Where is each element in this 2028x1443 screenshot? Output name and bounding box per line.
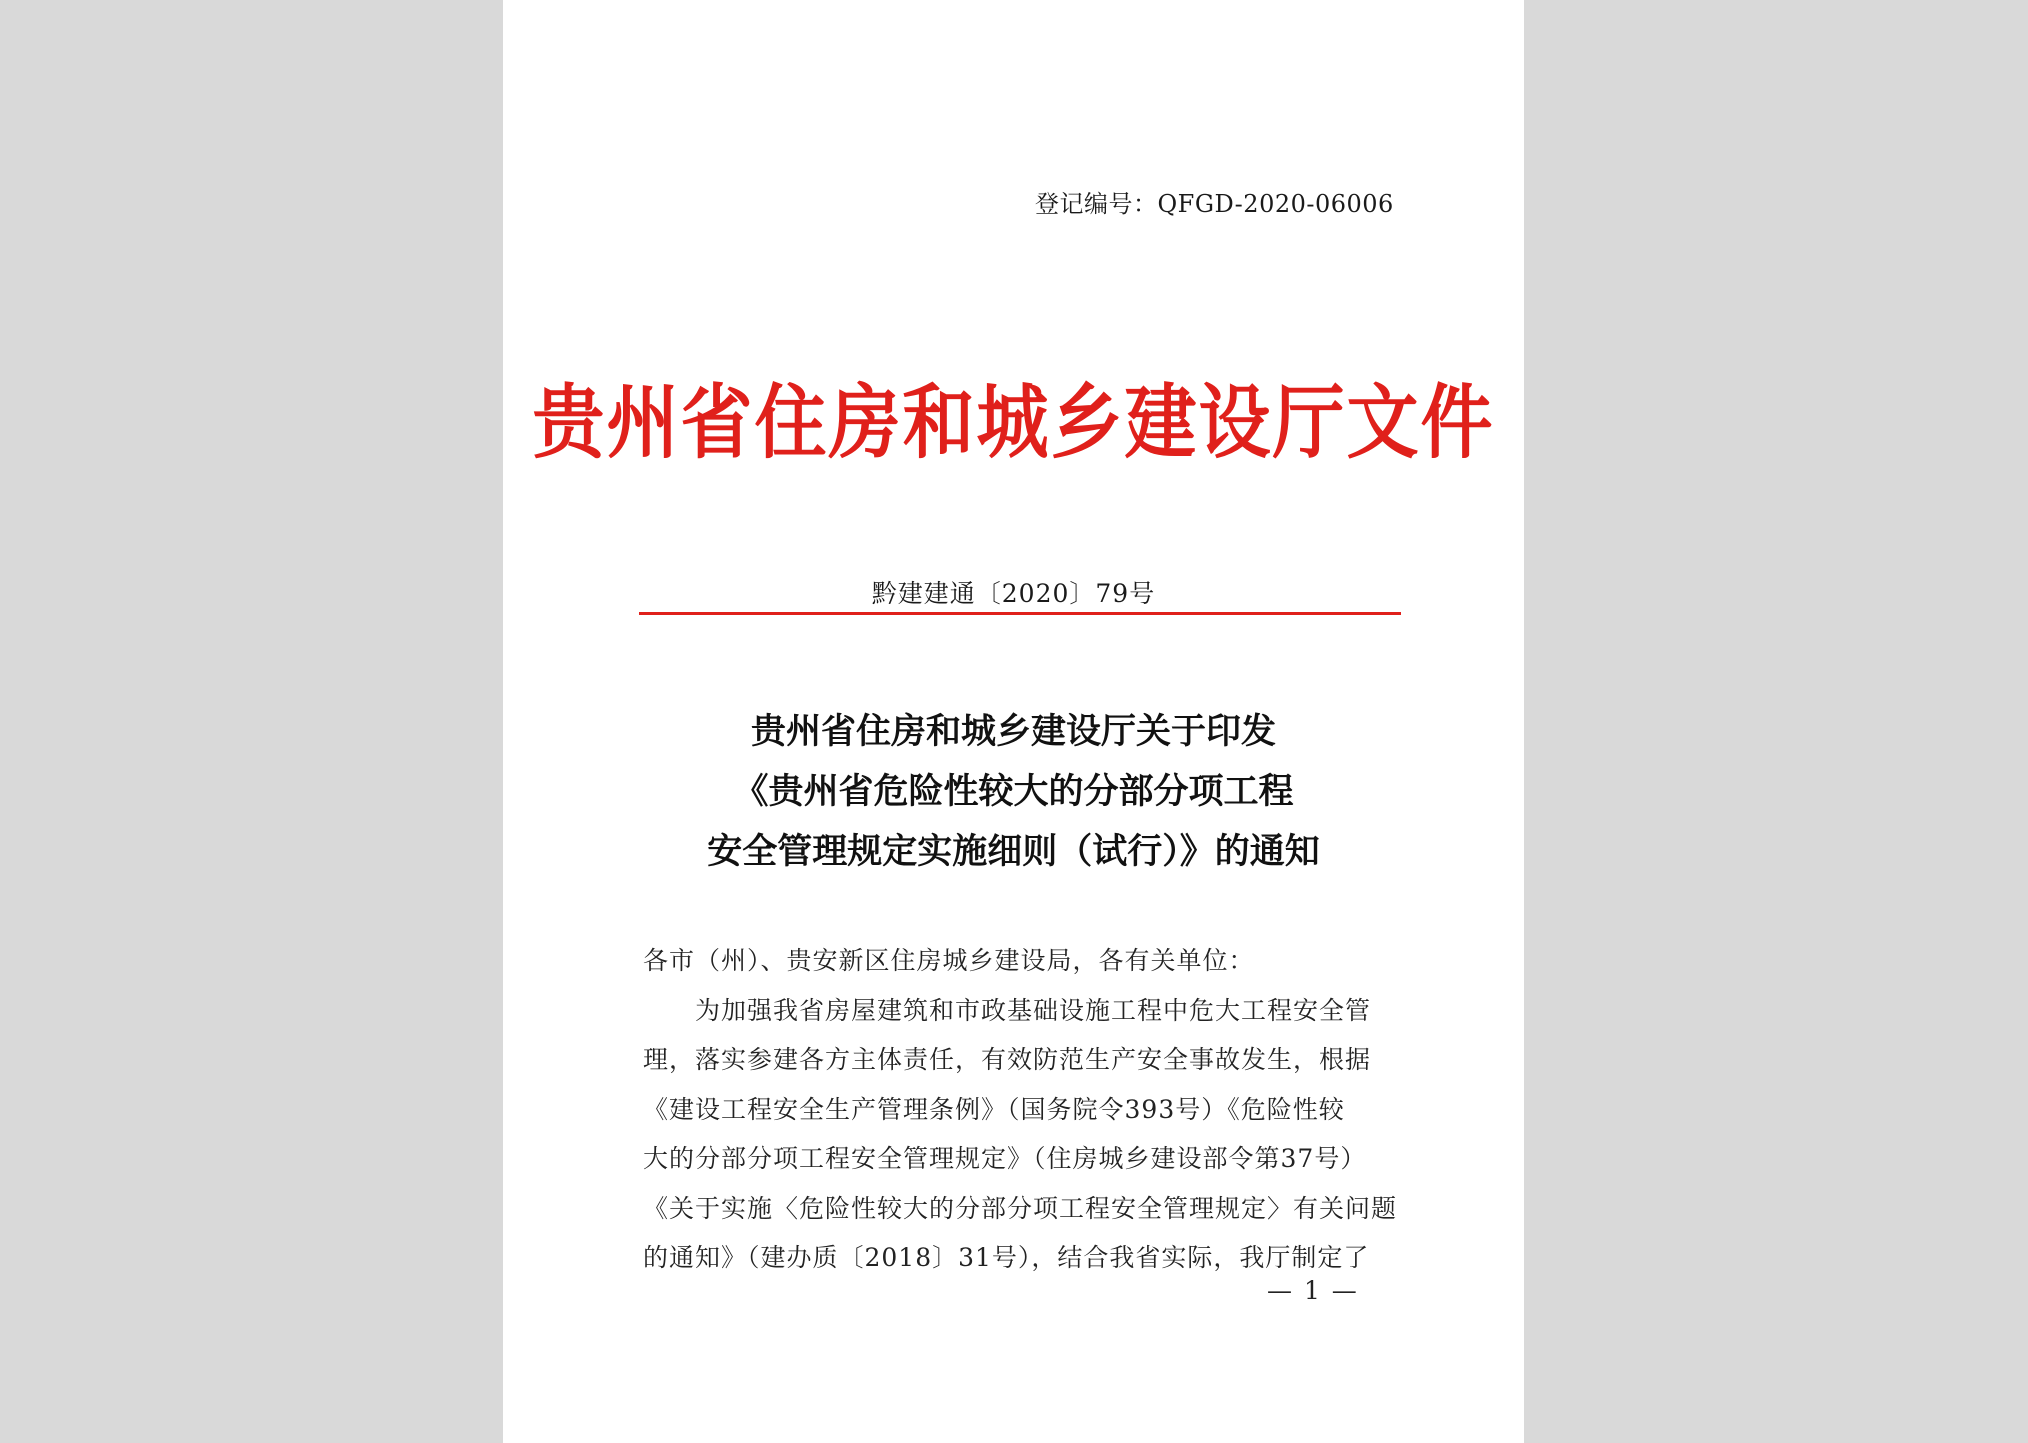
notice-title-line: 安全管理规定实施细则（试行）》的通知: [707, 832, 1320, 872]
registration-number: 登记编号：QFGD-2020-06006: [1035, 190, 1394, 218]
body-text-line: 大的分部分项工程安全管理规定》（住房城乡建设部令第37号）: [643, 1144, 1367, 1173]
document-number: 黔建建通〔2020〕79号: [871, 579, 1156, 608]
document-page: [503, 0, 1524, 1443]
body-text-line: 理，落实参建各方主体责任，有效防范生产安全事故发生，根据: [643, 1045, 1372, 1074]
notice-title-line: 贵州省住房和城乡建设厅关于印发: [750, 712, 1276, 752]
body-text-line: 为加强我省房屋建筑和市政基础设施工程中危大工程安全管: [695, 995, 1372, 1025]
body-text-line: 《建设工程安全生产管理条例》（国务院令393号）《危险性较: [643, 1094, 1345, 1124]
notice-body: [643, 936, 1403, 1283]
addressee: 各市（州）、贵安新区住房城乡建设局，各有关单位：: [643, 946, 1255, 975]
page-number: — 1 —: [1267, 1276, 1359, 1305]
masthead-title: 贵州省住房和城乡建设厅文件: [532, 375, 1495, 470]
red-divider-line: [639, 612, 1401, 615]
notice-title: [503, 702, 1524, 882]
notice-title-line: 《贵州省危险性较大的分部分项工程: [733, 772, 1294, 812]
body-text-line: 的通知》（建办质〔2018〕31号），结合我省实际，我厅制定了: [643, 1243, 1370, 1272]
body-text-line: 《关于实施〈危险性较大的分部分项工程安全管理规定〉有关问题: [643, 1193, 1398, 1223]
